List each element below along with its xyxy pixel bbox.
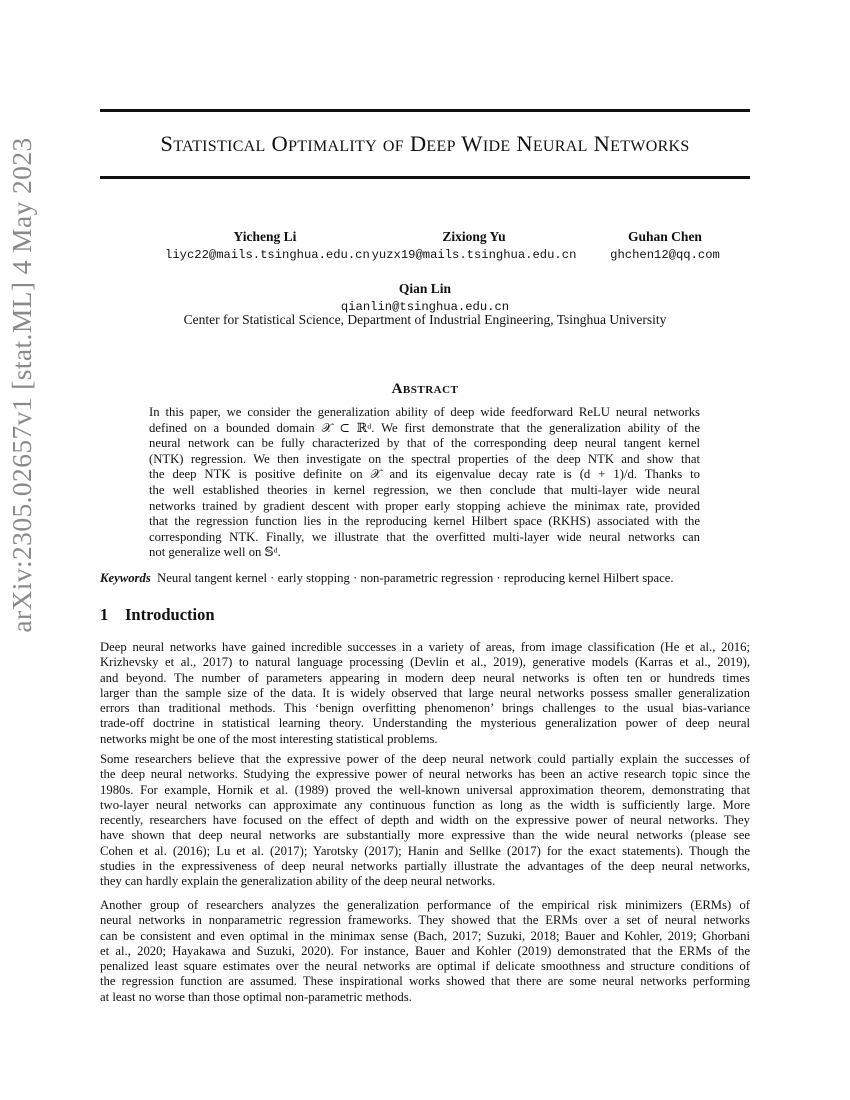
text-line: recently, researchers have focused on the effect of depth and width on the expressive power of neural networks. They [100,813,750,828]
text-line: trade-off doctrine in statistical learning theory. Understanding the mysterious generalization power of deep neural [100,716,750,731]
abstract-line: the deep NTK is positive definite on 𝒳 and its eigenvalue decay rate is (d + 1)/d. Thanks to [149,467,700,482]
abstract-text [149,405,700,561]
abstract-line: In this paper, we consider the generalization ability of deep wide feedforward ReLU neural networks [149,405,700,419]
abstract-heading: Abstract [391,381,459,397]
text-line: errors than traditional methods. This ‘benign overfitting phenomenon’ brings challenges to the usual bias-variance [100,701,750,716]
author-email[interactable]: ghchen12@qq.com [610,248,720,262]
abstract-line: not generalize well on 𝕊ᵈ. [149,545,281,560]
section-title: Introduction [125,605,215,624]
text-line: at least no worse than those optimal non-parametric methods. [100,989,412,1004]
author-name: Zixiong Yu [442,229,506,244]
abstract-line: networks trained by gradient descent with proper early stopping achieve the minimax rate, provided [149,498,700,513]
author-email[interactable]: liyc22@mails.tsinghua.edu.cn [165,248,370,262]
text-line: networks might be one of the most interesting statistical problems. [100,731,438,746]
text-line: 1980s. For example, Hornik et al. (1989) proved the well-known universal approximation theorem, demonstrating that [100,782,750,797]
abstract-line: the well established theories in kernel regression, we then conclude that multi-layer wide neural [149,482,700,497]
abstract-line: (NTK) regression. We then investigate on the spectral properties of the deep NTK and show that [149,451,700,466]
keywords-label: Keywords [100,571,151,585]
author-block [595,229,735,262]
text-line: and beyond. The number of parameters appearing in modern deep neural networks is often ten or hundreds times [100,670,750,685]
text-line: they can hardly explain the generalization ability of the deep neural networks. [100,874,496,889]
text-line: neural networks in nonparametric regression frameworks. They showed that the ERMs over a set of neural networks [100,913,750,928]
intro-paragraph-1 [100,640,750,747]
text-line: et al., 2020; Hayakawa and Suzuki, 2020). For instance, Bauer and Kohler (2019) demonstrated that the ERMs of the [100,943,750,958]
author-name: Yicheng Li [233,229,297,244]
affiliation: Center for Statistical Science, Department of Industrial Engineering, Tsinghua University [183,312,667,327]
abstract-line: corresponding NTK. Finally, we illustrate that the overfitted multi-layer wide neural networks can [149,529,700,544]
section-number: 1 [100,605,109,624]
author-name: Qian Lin [398,281,452,296]
text-line: larger than the sample size of the data. It is widely observed that large neural networks possess smaller generalization [100,685,750,700]
arxiv-identifier[interactable]: arXiv:2305.02657v1 [stat.ML] 4 May 2023 [6,137,37,633]
keywords-line [100,571,750,586]
text-line: Deep neural networks have gained incredible successes in a variety of areas, from image classification (He et al., 2016; [100,640,750,654]
intro-paragraph-3 [100,898,750,1005]
abstract-line: defined on a bounded domain 𝒳 ⊂ ℝᵈ. We first demonstrate that the generalization ability of the [149,420,700,435]
title-rule-bottom [100,176,750,179]
text-line: Some researchers believe that the expressive power of the deep neural network could partially explain the successes of [100,752,750,766]
author-block [165,229,370,262]
author-email[interactable]: qianlin@tsinghua.edu.cn [340,300,510,314]
text-line: the deep neural networks. Studying the expressive power of neural networks has been an active research topic since the [100,767,750,782]
keywords-text: Neural tangent kernel · early stopping · non-parametric regression · reproducing kernel Hilbert space. [157,571,674,585]
abstract-line: that the regression function lies in the reproducing kernel Hilbert space (RKHS) associated with the [149,514,700,529]
text-line: two-layer neural networks can approximate any continuous function as long as the width is sufficiently large. More [100,797,750,812]
text-line: Krizhevsky et al., 2017) to natural language processing (Devlin et al., 2019), generative models (Karras et al., 2019), [100,655,750,670]
title-rule-top [100,109,750,112]
abstract-line: neural network can be fully characterized by that of the corresponding deep neural tangent kernel [149,436,700,451]
author-block [325,281,525,314]
text-line: the regression function are assumed. These inspirational works showed that there are some neural networks performing [100,974,750,989]
text-line: Cohen et al. (2016); Lu et al. (2017); Yarotsky (2017); Hanin and Sellke (2017) for the exact statements). Though the [100,843,750,858]
intro-paragraph-2 [100,752,750,890]
text-line: Another group of researchers analyzes the generalization performance of the empirical risk minimizers (ERMs) of [100,898,750,912]
paper-title: Statistical Optimality of Deep Wide Neural Networks [160,131,690,156]
section-heading [100,605,215,625]
author-name: Guhan Chen [628,229,702,244]
author-block [364,229,584,262]
text-line: studies in the expressiveness of deep neural networks partially illustrate the advantages of the deep neural networks, [100,859,750,874]
text-line: penalized least square estimates over the neural networks are optimal if delicate smoothness and structure conditions of [100,959,750,974]
text-line: have shown that deep neural networks are substantially more expressive than the wide neural networks (please see [100,828,750,843]
author-email[interactable]: yuzx19@mails.tsinghua.edu.cn [371,248,577,262]
text-line: can be consistent and even optimal in the minimax sense (Bach, 2017; Suzuki, 2018; Bauer and Kohler, 2019; Ghorbani [100,928,750,943]
